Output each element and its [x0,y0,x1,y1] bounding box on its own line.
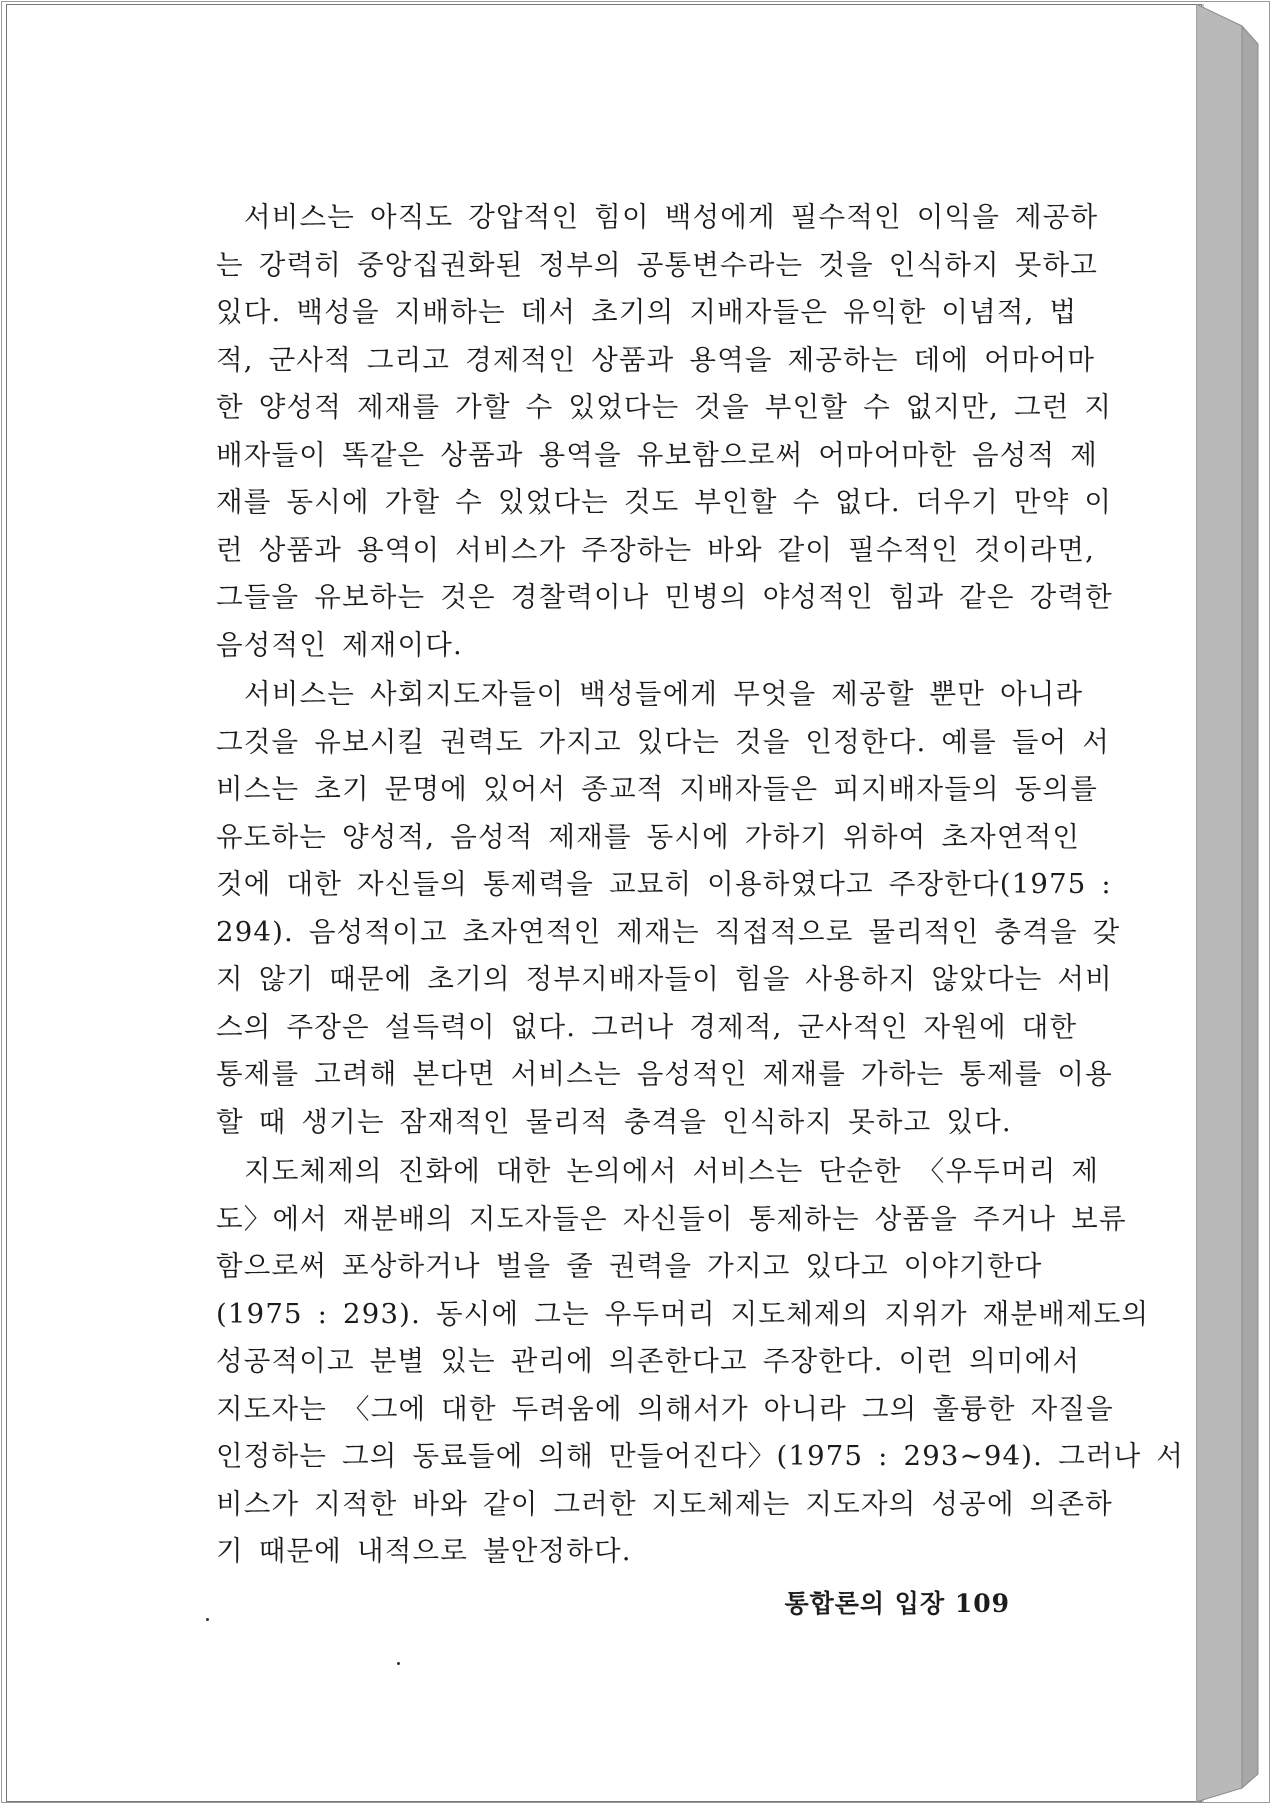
text-line: 적, 군사적 그리고 경제적인 상품과 용역을 제공하는 데에 어마어마 [216,343,1096,376]
text-line: 지도자는 〈그에 대한 두려움에 의해서가 아니라 그의 훌륭한 자질을 [216,1392,1114,1425]
text-line: 배자들이 똑같은 상품과 용역을 유보함으로써 어마어마한 음성적 제 [216,438,1099,471]
body-text [188,194,1185,1578]
text-line: (1975 : 293). 동시에 그는 우두머리 지도체제의 지위가 재분배제도의 [216,1297,1150,1330]
book-side-shape [1196,4,1262,1802]
text-line: 서비스는 아직도 강압적인 힘이 백성에게 필수적인 이익을 제공하 [244,201,1099,233]
text-line: 통제를 고려해 본다면 서비스는 음성적인 제재를 가하는 통제를 이용 [216,1058,1113,1090]
text-line: 는 강력히 중앙집권화된 정부의 공통변수라는 것을 인식하지 못하고 [216,248,1099,281]
text-line: 런 상품과 용역이 서비스가 주장하는 바와 같이 필수적인 것이라면, [216,533,1096,566]
text-line: 294). 음성적이고 초자연적인 제재는 직접적으로 물리적인 충격을 갖 [216,915,1121,948]
text-line: 기 때문에 내적으로 불안정하다. [216,1535,632,1567]
paragraph [188,671,1121,1146]
text-line: 음성적인 제재이다. [216,628,464,661]
scan-speck [397,1662,400,1665]
text-line: 스의 주장은 설득력이 없다. 그러나 경제적, 군사적인 자원에 대한 [216,1010,1078,1043]
text-line: 것에 대한 자신들의 통제력을 교묘히 이용하였다고 주장한다(1975 : [216,868,1112,900]
text-line: 재를 동시에 가할 수 있었다는 것도 부인할 수 없다. 더우기 만약 이 [216,486,1113,518]
paragraph [188,194,1113,669]
text-line: 함으로써 포상하거나 벌을 줄 권력을 가지고 있다고 이야기한다 [216,1250,1043,1282]
page-number: 109 [954,1589,1010,1618]
scan-speck [206,1618,209,1621]
book-side-edge [1196,4,1262,1802]
text-line: 지 않기 때문에 초기의 정부지배자들이 힘을 사용하지 않았다는 서비 [216,963,1113,995]
text-line: 도〉에서 재분배의 지도자들은 자신들이 통제하는 상품을 주거나 보류 [216,1202,1127,1235]
text-line: 인정하는 그의 동료들에 의해 만들어진다〉(1975 : 293~94). 그러나 서 [216,1440,1185,1472]
text-line: 그것을 유보시킬 권력도 가지고 있다는 것을 인정한다. 예를 들어 서 [216,725,1111,758]
paragraph [188,1148,1185,1576]
text-line: 한 양성적 제재를 가할 수 있었다는 것을 부인할 수 없지만, 그런 지 [216,391,1113,423]
running-footer [760,1584,1010,1620]
text-line: 비스가 지적한 바와 같이 그러한 지도체제는 지도자의 성공에 의존하 [216,1487,1113,1520]
text-line: 그들을 유보하는 것은 경찰력이나 민병의 야성적인 힘과 같은 강력한 [216,581,1113,613]
text-line: 유도하는 양성적, 음성적 제재를 동시에 가하기 위하여 초자연적인 [216,820,1081,853]
text-line: 지도체제의 진화에 대한 논의에서 서비스는 단순한 〈우두머리 제 [244,1155,1100,1187]
text-line: 비스는 초기 문명에 있어서 종교적 지배자들은 피지배자들의 동의를 [216,773,1099,805]
text-line: 할 때 생기는 잠재적인 물리적 충격을 인식하지 못하고 있다. [216,1105,1012,1138]
running-title: 통합론의 입장 [784,1589,946,1618]
text-line: 서비스는 사회지도자들이 백성들에게 무엇을 제공할 뿐만 아니라 [244,678,1084,710]
text-line: 성공적이고 분별 있는 관리에 의존한다고 주장한다. 이런 의미에서 [216,1345,1081,1377]
text-line: 있다. 백성을 지배하는 데서 초기의 지배자들은 유익한 이념적, 법 [216,296,1078,328]
